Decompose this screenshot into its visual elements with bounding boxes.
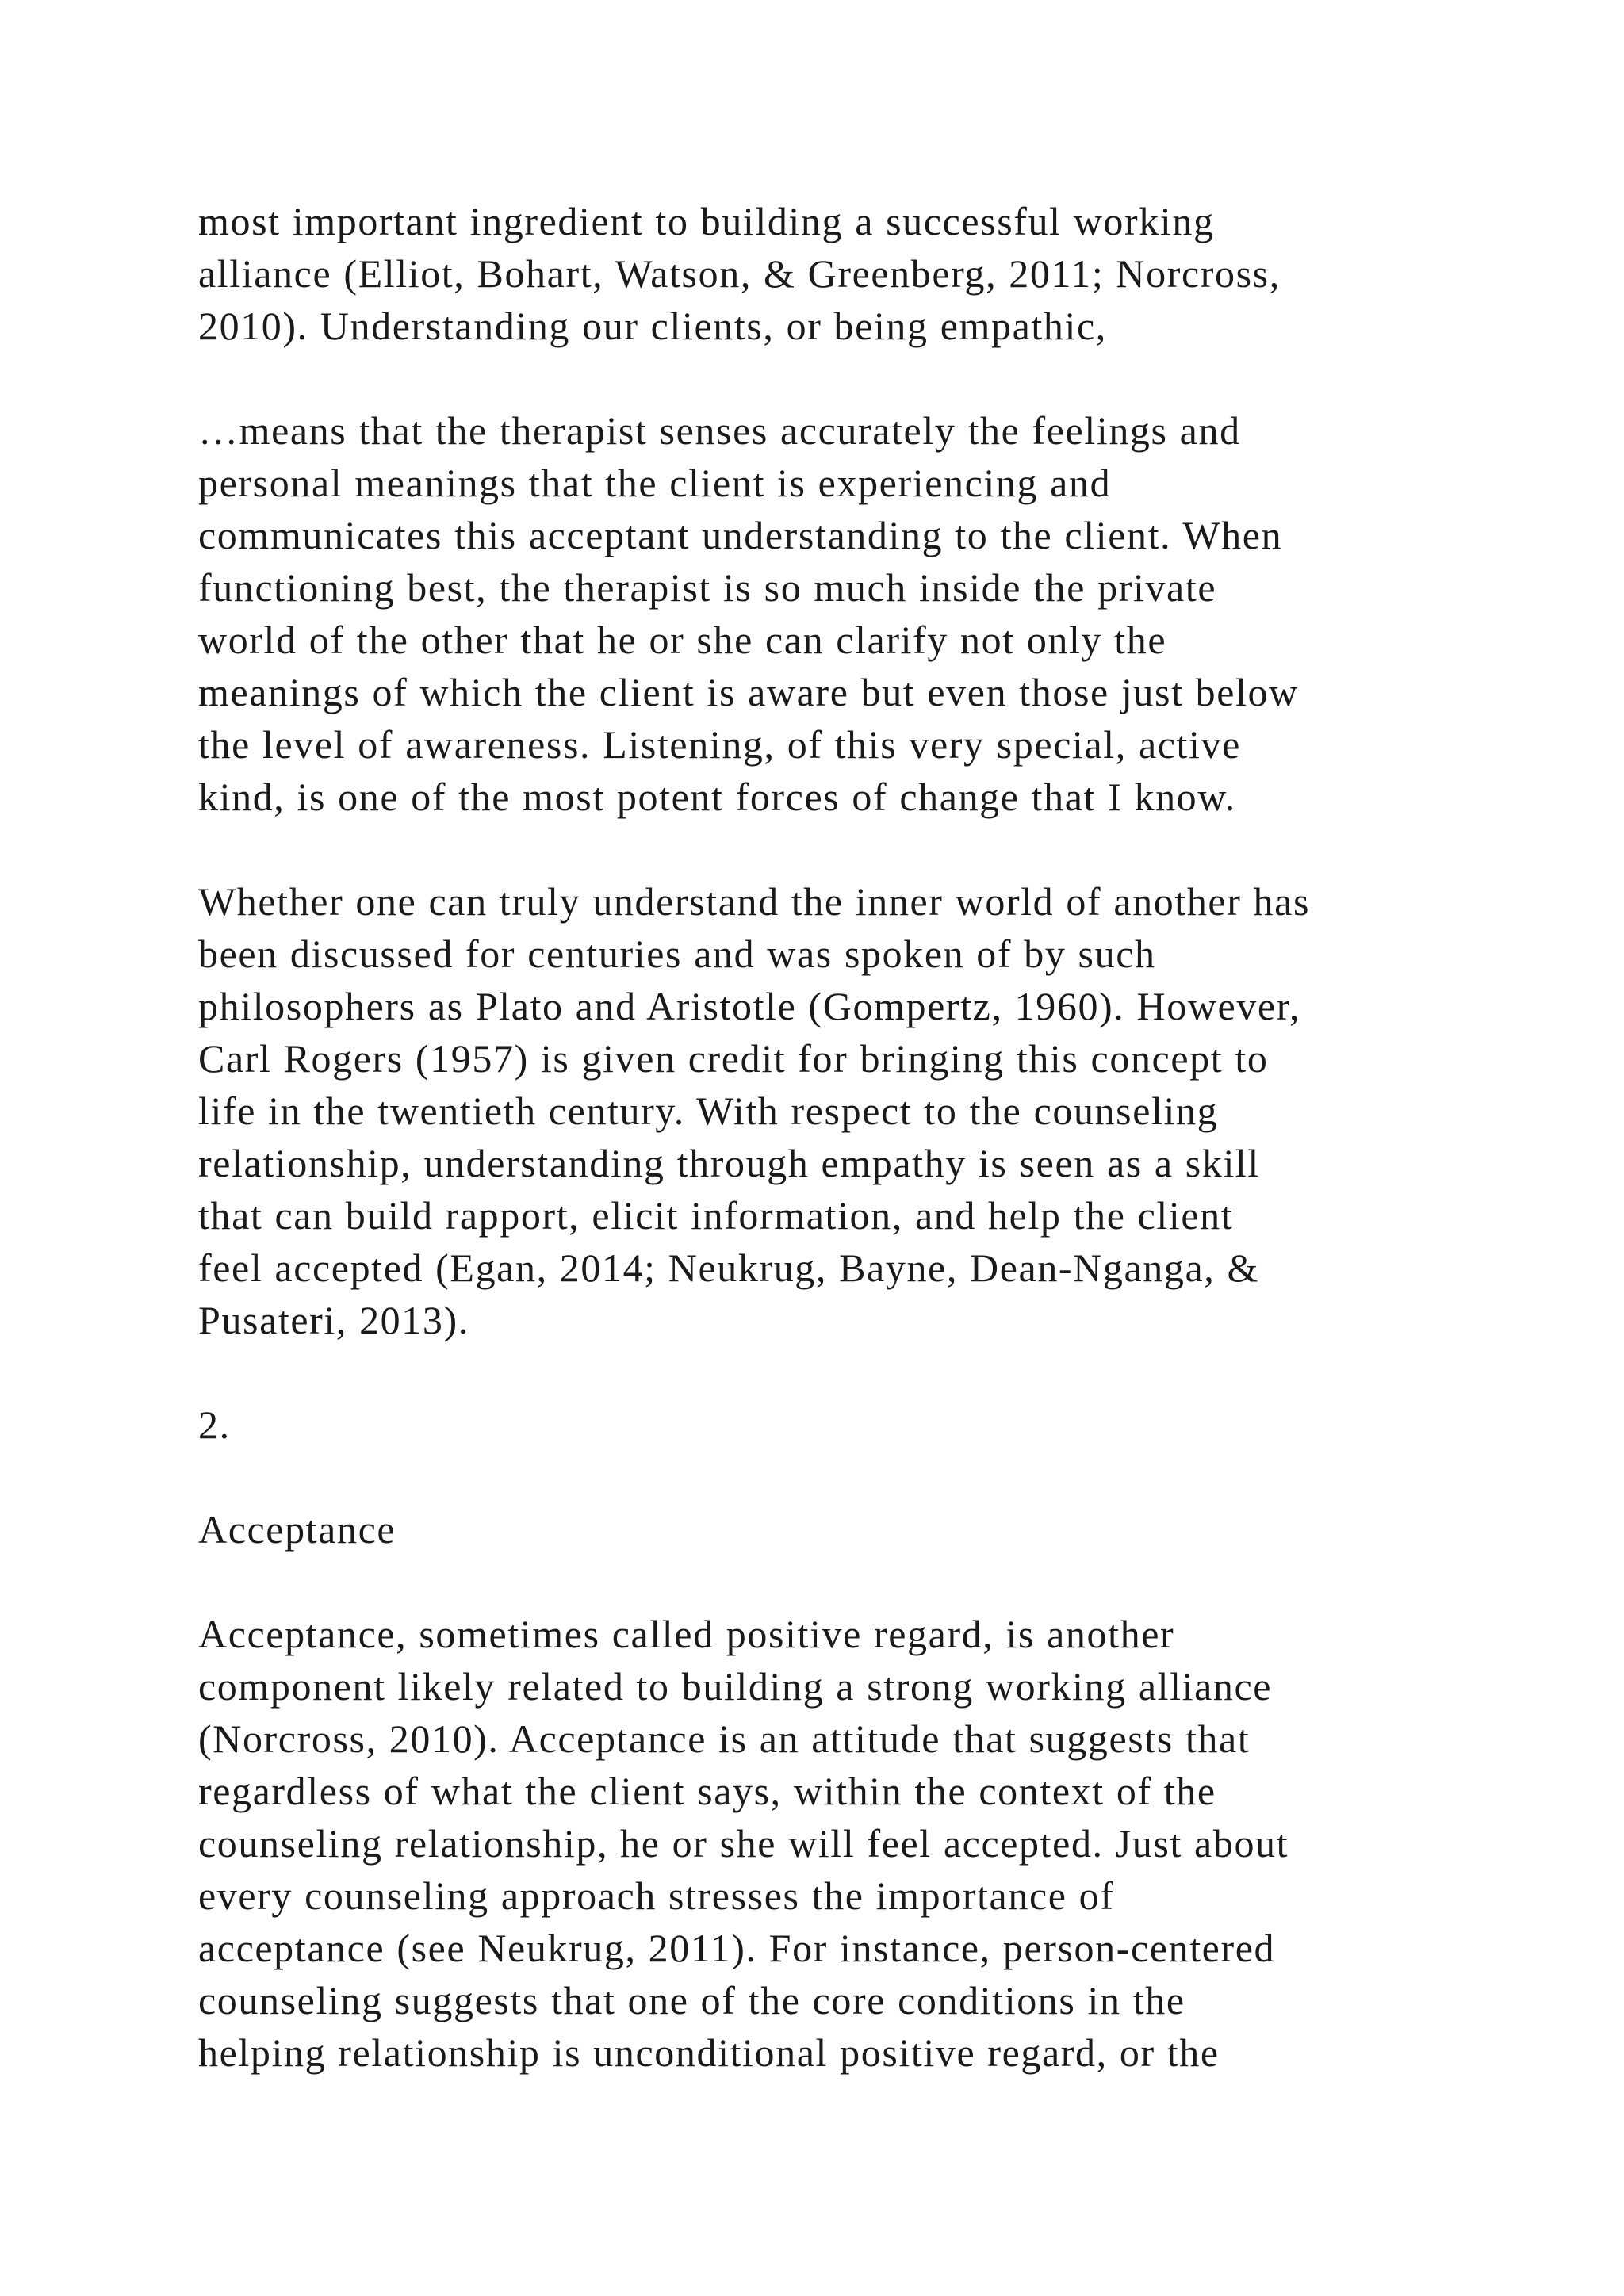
section-number: [198, 1399, 1467, 1451]
text-line: component likely related to building a strong working alliance: [198, 1664, 1273, 1709]
text-line: Acceptance, sometimes called positive regard, is another: [198, 1612, 1175, 1656]
text-line: …means that the therapist senses accurately the feelings and: [198, 408, 1241, 453]
text-line: 2010). Understanding our clients, or being empathic,: [198, 304, 1107, 348]
text-line: functioning best, the therapist is so much inside the private: [198, 565, 1217, 610]
text-line: alliance (Elliot, Bohart, Watson, & Greenberg, 2011; Norcross,: [198, 251, 1281, 296]
document-body: [198, 195, 1467, 2131]
text-line: world of the other that he or she can clarify not only the: [198, 618, 1167, 662]
text-line: meanings of which the client is aware but even those just below: [198, 670, 1299, 714]
paragraph-acceptance: [198, 1608, 1467, 2079]
text-line: that can build rapport, elicit information, and help the client: [198, 1193, 1234, 1238]
text-line: Carl Rogers (1957) is given credit for bringing this concept to: [198, 1036, 1269, 1081]
text-line: been discussed for centuries and was spoken of by such: [198, 932, 1156, 976]
text-line: communicates this acceptant understanding to the client. When: [198, 513, 1283, 557]
text-line: most important ingredient to building a successful working: [198, 199, 1215, 243]
text-line: relationship, understanding through empathy is seen as a skill: [198, 1141, 1260, 1185]
text-line: feel accepted (Egan, 2014; Neukrug, Bayne, Dean-Nganga, &: [198, 1246, 1259, 1290]
section-heading: [198, 1503, 1467, 1556]
section-number-text: 2.: [198, 1402, 231, 1447]
section-heading-text: Acceptance: [198, 1507, 396, 1552]
text-line: kind, is one of the most potent forces of change that I know.: [198, 775, 1236, 819]
text-line: Whether one can truly understand the inner world of another has: [198, 879, 1311, 924]
text-line: counseling suggests that one of the core conditions in the: [198, 1978, 1185, 2022]
paragraph-quote: [198, 404, 1467, 823]
text-line: philosophers as Plato and Aristotle (Gompertz, 1960). However,: [198, 984, 1301, 1028]
text-line: every counseling approach stresses the importance of: [198, 1873, 1115, 1918]
text-line: helping relationship is unconditional positive regard, or the: [198, 2030, 1220, 2075]
text-line: Pusateri, 2013).: [198, 1298, 469, 1342]
text-line: regardless of what the client says, within the context of the: [198, 1769, 1216, 1813]
paragraph-intro: [198, 195, 1467, 352]
text-line: (Norcross, 2010). Acceptance is an attitude that suggests that: [198, 1716, 1251, 1761]
text-line: life in the twentieth century. With respect to the counseling: [198, 1089, 1219, 1133]
paragraph-empathy-history: [198, 875, 1467, 1346]
text-line: the level of awareness. Listening, of this very special, active: [198, 722, 1241, 767]
text-line: acceptance (see Neukrug, 2011). For instance, person-centered: [198, 1926, 1276, 1970]
text-line: counseling relationship, he or she will feel accepted. Just about: [198, 1821, 1289, 1866]
text-line: personal meanings that the client is experiencing and: [198, 461, 1112, 505]
